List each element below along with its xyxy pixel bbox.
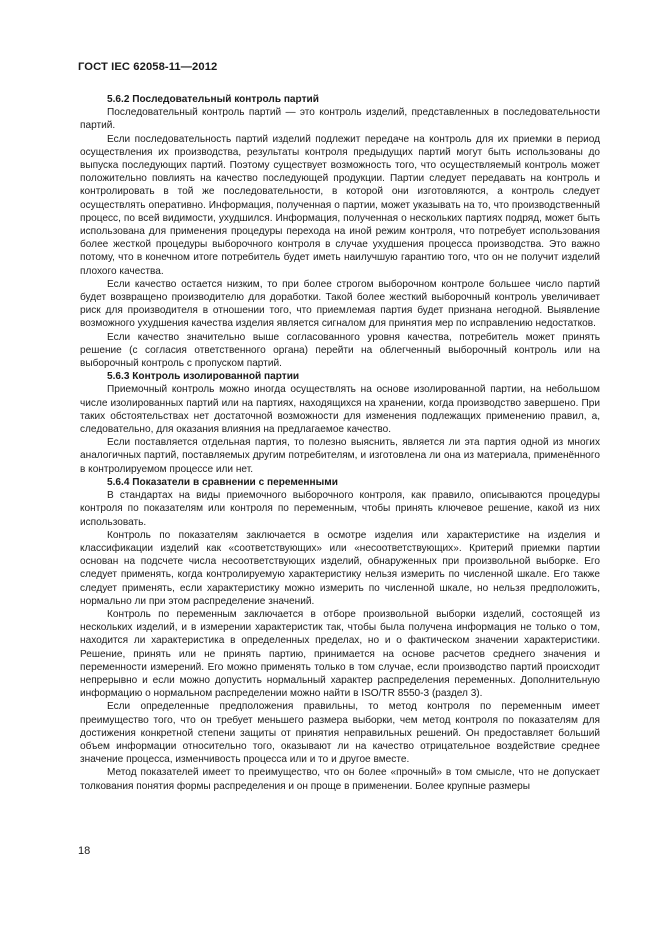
section-heading-5-6-4: 5.6.4 Показатели в сравнении с переменными xyxy=(107,476,338,488)
document-code: ГОСТ IEC 62058-11—2012 xyxy=(78,61,218,73)
paragraph: В стандартах на виды приемочного выборочного контроля, как правило, описываются процедуры контроля по показателям или контроля по переменным, чтобы принять ключевое решение, какой из них использовать. xyxy=(80,490,600,528)
paragraph: Если поставляется отдельная партия, то полезно выяснить, является ли эта партия одной из многих аналогичных партий, поставляемых другим потребителям, и изготовлена ли она из материала, применённого в контролируемом процессе или нет. xyxy=(80,437,600,475)
paragraph: Если качество значительно выше согласованного уровня качества, потребитель может принять решение (с согласия ответственного органа) перейти на облегченный выборочный контроль или на выборочный контроль с пропуском партий. xyxy=(80,331,600,370)
paragraph: Метод показателей имеет то преимущество, что он более «прочный» в том смысле, что не допускает толкования понятия формы распределения и он проще в применении. Более крупные размеры xyxy=(80,767,600,792)
paragraph: Последовательный контроль партий — это контроль изделий, представленных в последовательности партий. xyxy=(80,107,600,132)
section-heading-5-6-2: 5.6.2 Последовательный контроль партий xyxy=(107,94,319,105)
section-heading-5-6-3: 5.6.3 Контроль изолированной партии xyxy=(107,371,300,383)
paragraph: Если качество остается низким, то при более строгом выборочном контроле большее число партий будет возвращено производителю для доработки. Такой более жесткий выборочный контроль увеличивает риск для производителя в отношении того, что приемлемая партия будет признана негодной. Выявление возможного ухудшения качества изделия является сигналом для принятия мер по исправлению недостатков. xyxy=(80,278,600,330)
paragraph: Если определенные предположения правильны, то метод контроля по переменным имеет преимущество того, что он требует меньшего размера выборки, чем метод контроля по показателям для достижения конкретной степени защиты от принятия неправильных решений. Он предоставляет больший объем информации относительно того, оказывают ли на качество отрицательное воздействие среднее значение процесса, изменчивость процесса или и то и другое вместе. xyxy=(80,701,600,766)
page-body xyxy=(80,93,600,793)
paragraph: Контроль по показателям заключается в осмотре изделия или характеристике на изделия и классификации изделий как «соответствующих» или «несоответствующих». Критерий приемки партии основан на подсчете числа несоответствующих изделий, обнаруженных при произвольной выборке. Его следует применять, когда контролируемую характеристику нельзя измерить по численной шкале. Его также следует применять, если характеристику можно измерить по численной шкале, но нельзя предположить, нормально ли при этом распределение значений. xyxy=(80,529,600,607)
page-number: 18 xyxy=(78,845,91,857)
paragraph: Приемочный контроль можно иногда осуществлять на основе изолированной партии, на небольшом числе изолированных партий или на партиях, находящихся на хранении, когда производство завершено. При таких обстоятельствах нет достаточной возможности для изменения подлежащих применению правил, а, следовательно, для оказания влияния на предлагаемое качество. xyxy=(80,384,600,436)
paragraph: Если последовательность партий изделий подлежит передаче на контроль для их приемки в период осуществления их производства, результаты контроля предыдущих партий могут быть использованы до выпуска последующих партий. Поэтому существует возможность того, что осуществляемый контроль может положительно повлиять на качество последующей продукции. Партии следует передавать на контроль и контролировать в той же последовательности, в которой они изготовляются, а контроль следует осуществлять оперативно. Информация, полученная о партии, может указывать на то, что производственный процесс, по всей видимости, ухудшился. Информация, полученная о нескольких партиях подряд, может быть использована для применения процедуры перехода на иной режим контроля, что потребует использования более жесткой процедуры выборочного контроля в случае ухудшения процесса производства. Это важно потому, что в конечном итоге потребитель будет иметь наилучшую гарантию того, что он не получит изделий плохого качества. xyxy=(80,133,600,277)
paragraph: Контроль по переменным заключается в отборе произвольной выборки изделий, состоящей из нескольких изделий, и в измерении характеристик так, чтобы была получена информация не только о том, находится ли характеристика в определенных пределах, но и о фактическом значении характеристики. Решение, принять или не принять партию, принимается на основе расчетов среднего значения и переменности измерений. Его можно применять только в том случае, если производство партий происходит непрерывно и если можно допустить нормальный характер распределения переменных. Дополнительную информацию о нормальном распределении можно найти в ISO/TR 8550-3 (раздел 3). xyxy=(80,608,600,700)
